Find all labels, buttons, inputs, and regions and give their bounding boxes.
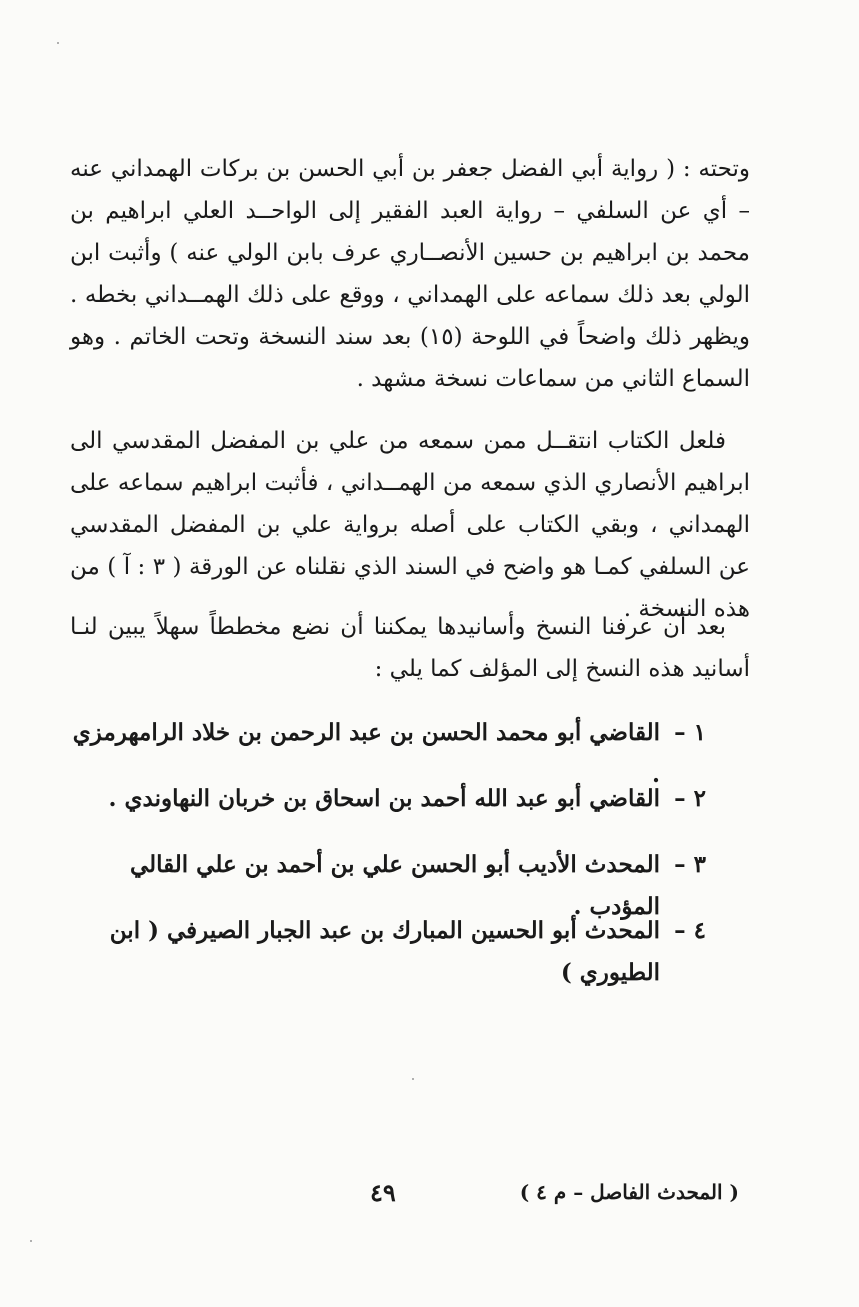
list-item: [70, 844, 706, 920]
paragraph-text: فلعل الكتاب انتقــل ممن سمعه من علي بن المفضل المقدسي الى ابراهيم الأنصاري الذي سمعه من الهمــداني ، فأثبت ابراهيم سماعه على الهمداني ، وبقي الكتاب على أصله برواية علي بن المفضل المقدسي عن السلفي كمـا هو واضح في السند الذي نقلناه عن الورقة ( ٣ : آ ) من هذه النسخة .: [70, 428, 751, 622]
list-item-number: ١ –: [674, 719, 706, 746]
page-number: ٤٩: [370, 1178, 396, 1207]
list-item-text: القاضي أبو عبد الله أحمد بن اسحاق بن خربان النهاوندي .: [108, 785, 660, 812]
paper-speck: [57, 42, 59, 44]
list-item-text: المحدث أبو الحسين المبارك بن عبد الجبار الصيرفي ( ابن الطيوري ): [109, 917, 660, 986]
list-item-number: ٤ –: [674, 917, 706, 944]
running-footer: ( المحدث الفاصل – م ٤ ): [519, 1180, 739, 1204]
isnad-list: [70, 712, 706, 986]
page-footer: [0, 1178, 859, 1218]
paper-speck: [412, 1078, 414, 1080]
list-item: [70, 712, 706, 788]
list-item-text: القاضي أبو محمد الحسن بن عبد الرحمن بن خلاد الرامهرمزي .: [72, 719, 660, 788]
paragraph-text: بعد أن عرفنا النسخ وأسانيدها يمكننا أن نضع مخططاً سهلاً يبين لنـا أسانيد هذه النسخ إلى المؤلف كما يلي :: [70, 614, 750, 682]
list-item: [70, 778, 706, 844]
paper-speck: [30, 1240, 32, 1242]
paragraph-2: [70, 420, 750, 630]
paragraph-text: وتحته : ( رواية أبي الفضل جعفر بن أبي الحسن بن بركات الهمداني عنه – أي عن السلفي – رواية العبد الفقير إلى الواحــد العلي ابراهيم بن محمد بن ابراهيم بن حسين الأنصــاري عرف بابن الولي عنه ) وأثبت ابن الولي بعد ذلك سماعه على الهمداني ، ووقع على ذلك الهمــداني بخطه . ويظهر ذلك واضحاً في اللوحة (١٥) بعد سند النسخة وتحت الخاتم . وهو السماع الثاني من سماعات نسخة مشهد .: [70, 156, 750, 392]
list-item-number: ٢ –: [674, 785, 706, 812]
list-item: [70, 910, 706, 986]
list-item-number: ٣ –: [674, 851, 706, 878]
paragraph-1: [70, 148, 750, 400]
paragraph-3: [70, 606, 750, 690]
list-item-text: المحدث الأديب أبو الحسن علي بن أحمد بن علي القالي المؤدب .: [129, 851, 660, 920]
